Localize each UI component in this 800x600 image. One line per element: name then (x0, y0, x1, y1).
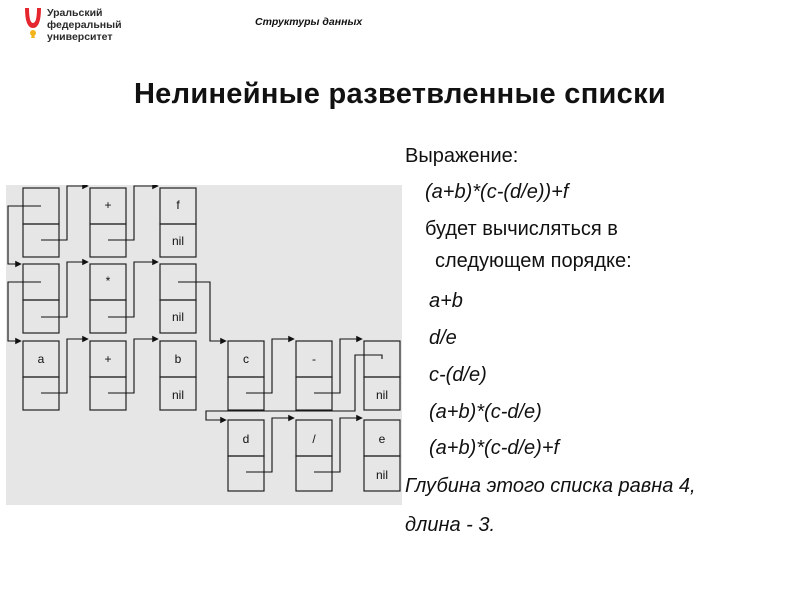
node-label: a (37, 352, 45, 366)
step-4: (a+b)*(c-d/e) (429, 401, 542, 423)
node-label: d (242, 432, 250, 446)
node-label: / (312, 432, 316, 446)
depth-text: Глубина этого списка равна 4, (405, 475, 696, 497)
slide-title: Нелинейные разветвленные списки (133, 78, 667, 110)
node-label: + (104, 352, 112, 366)
diagram-background (6, 185, 402, 505)
logo-line-2: федеральный (47, 19, 122, 31)
logo-line-1: Уральский (47, 7, 103, 19)
subject-header: Структуры данных (255, 16, 363, 28)
logo-text (47, 7, 122, 43)
evaluation-text-cont: следующем порядке: (435, 250, 632, 272)
university-emblem-icon (22, 6, 44, 40)
node-label: nil (171, 234, 185, 248)
step-3: c-(d/e) (429, 364, 487, 386)
node-label: nil (375, 388, 389, 402)
length-text: длина - 3. (405, 514, 496, 536)
node-label: b (174, 352, 182, 366)
node-label: c (243, 352, 249, 366)
step-2: d/e (429, 327, 457, 349)
step-5: (a+b)*(c-d/e)+f (429, 437, 560, 459)
expression-heading: Выражение: (405, 145, 519, 167)
node-label: f (176, 198, 180, 212)
node-label: e (378, 432, 386, 446)
node-label: nil (375, 468, 389, 482)
step-1: a+b (429, 290, 463, 312)
university-logo (22, 6, 142, 44)
list-diagram (0, 185, 402, 505)
evaluation-text: будет вычисляться в (425, 218, 618, 240)
node-label: nil (171, 388, 185, 402)
expression: (a+b)*(c-(d/e))+f (425, 181, 569, 203)
node-label: + (104, 198, 112, 212)
node-label: * (105, 274, 111, 288)
logo-line-3: университет (47, 31, 113, 43)
node-label: - (312, 352, 316, 366)
node-label: nil (171, 310, 185, 324)
